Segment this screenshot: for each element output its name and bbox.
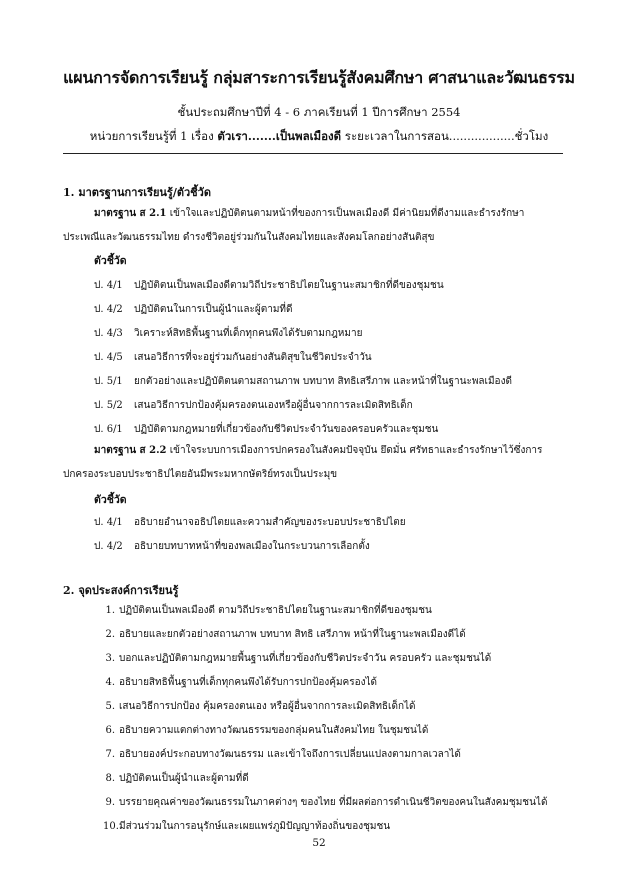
objective-text: มีส่วนร่วมในการอนุรักษ์และเผยแพร่ภูมิปัญญาท้องถิ่นของชุมชน	[119, 821, 391, 832]
page-number: 52	[312, 837, 326, 849]
section1-heading: 1. มาตรฐานการเรียนรู้/ตัวชี้วัด	[63, 186, 211, 199]
objective-number: 2.	[105, 629, 115, 640]
indicator-code: ป. 5/2	[94, 400, 123, 411]
indicator-text: เสนอวิธีการปกป้องคุ้มครองตนเองหรือผู้อื่นจากการละเมิดสิทธิเด็ก	[134, 400, 413, 411]
objective-number: 4.	[105, 677, 115, 688]
objective-number: 10.	[103, 821, 119, 832]
indicator-code: ป. 4/1	[94, 280, 123, 291]
indicator-item	[94, 422, 438, 437]
indicator-code: ป. 4/1	[94, 517, 123, 528]
objective-number: 6.	[105, 725, 115, 736]
indicator-label: ตัวชี้วัด	[94, 255, 127, 267]
standard-2-2-text1: เข้าใจระบบการเมืองการปกครองในสังคมปัจจุบัน ยึดมั่น ศรัทธาและธำรงรักษาไว้ซึ่งการ	[166, 445, 543, 456]
objective-number: 1.	[105, 605, 115, 616]
objective-text: ปฏิบัติตนเป็นผู้นำและผู้ตามที่ดี	[119, 773, 249, 784]
standard-2-1-line2: ประเพณีและวัฒนธรรมไทย ดำรงชีวิตอยู่ร่วมกันในสังคมไทยและสังคมโลกอย่างสันติสุข	[63, 232, 435, 243]
standard-2-1-text1: เข้าใจและปฏิบัติตนตามหน้าที่ของการเป็นพลเมืองดี มีค่านิยมที่ดีงามและธำรงรักษา	[166, 208, 525, 219]
objective-text: ปฏิบัติตนเป็นพลเมืองดี ตามวิถีประชาธิปไตยในฐานะสมาชิกที่ดีของชุมชน	[119, 605, 432, 616]
objective-item	[103, 627, 466, 642]
standard-2-1	[63, 202, 524, 250]
objective-number: 7.	[105, 749, 115, 760]
indicator-item	[94, 350, 372, 365]
unit-line	[40, 128, 598, 146]
indicator-code: ป. 4/5	[94, 352, 123, 363]
indicator-code: ป. 6/1	[94, 424, 123, 435]
objective-item	[103, 795, 547, 810]
standard-2-2-line2: ปกครองระบอบประชาธิปไตยอันมีพระมหากษัตริย์ทรงเป็นประมุข	[63, 469, 338, 480]
objective-item	[103, 723, 428, 738]
indicator-text: อธิบายบทบาทหน้าที่ของพลเมืองในกระบวนการเลือกตั้ง	[134, 541, 370, 552]
objective-text: อธิบายและยกตัวอย่างสถานภาพ บทบาท สิทธิ เสรีภาพ หน้าที่ในฐานะพลเมืองดีได้	[119, 629, 466, 640]
objective-text: อธิบายความแตกต่างทางวัฒนธรรมของกลุ่มคนในสังคมไทย ในชุมชนได้	[119, 725, 429, 736]
document-title: แผนการจัดการเรียนรู้ กลุ่มสาระการเรียนรู้สังคมศึกษา ศาสนาและวัฒนธรรม	[63, 68, 575, 87]
objective-number: 5.	[105, 701, 115, 712]
objective-text: บรรยายคุณค่าของวัฒนธรรมในภาคต่างๆ ของไทย ที่มีผลต่อการดำเนินชีวิตของคนในสังคมชุมชนได้	[119, 797, 548, 808]
indicator-text: อธิบายอำนาจอธิปไตยและความสำคัญของระบอบประชาธิปไตย	[134, 517, 406, 528]
indicator-code: ป. 5/1	[94, 376, 123, 387]
indicator-text: เสนอวิธีการที่จะอยู่ร่วมกันอย่างสันติสุขในชีวิตประจำวัน	[134, 352, 372, 363]
unit-name: ตัวเรา.......เป็นพลเมืองดี	[217, 129, 342, 143]
objective-item	[103, 771, 249, 786]
indicator-text: ยกตัวอย่างและปฏิบัติตนตามสถานภาพ บทบาท สิทธิเสรีภาพ และหน้าที่ในฐานะพลเมืองดี	[134, 376, 512, 387]
objective-item	[103, 747, 461, 762]
header-divider	[63, 153, 563, 154]
objective-item	[103, 699, 416, 714]
indicator-item	[94, 326, 362, 341]
indicator-label: ตัวชี้วัด	[94, 494, 127, 506]
standard-2-1-label: มาตรฐาน ส 2.1	[94, 208, 167, 219]
indicator-item	[94, 302, 293, 317]
section2-heading: 2. จุดประสงค์การเรียนรู้	[63, 584, 179, 597]
indicator-text: ปฏิบัติตนเป็นพลเมืองดีตามวิถีประชาธิปไตยในฐานะสมาชิกที่ดีของชุมชน	[134, 280, 444, 291]
unit-suffix: ระยะเวลาในการสอน..................ชั่วโมง	[341, 129, 549, 143]
objective-text: เสนอวิธีการปกป้อง คุ้มครองตนเอง หรือผู้อื่นจากการละเมิดสิทธิเด็กได้	[119, 701, 416, 712]
indicator-item	[94, 278, 444, 293]
objective-text: บอกและปฏิบัติตามกฎหมายพื้นฐานที่เกี่ยวข้องกับชีวิตประจำวัน ครอบครัว และชุมชนได้	[119, 653, 492, 664]
indicator-code: ป. 4/2	[94, 541, 123, 552]
objective-item	[103, 675, 377, 690]
objective-item	[103, 603, 432, 618]
objective-number: 9.	[105, 797, 115, 808]
indicator-item	[94, 374, 512, 389]
objective-item	[103, 651, 491, 666]
objective-text: อธิบายองค์ประกอบทางวัฒนธรรม และเข้าใจถึงการเปลี่ยนแปลงตามกาลเวลาได้	[119, 749, 461, 760]
indicator-text: ปฏิบัติตนในการเป็นผู้นำและผู้ตามที่ดี	[134, 304, 293, 315]
unit-prefix: หน่วยการเรียนรู้ที่ 1 เรื่อง	[89, 129, 218, 143]
grade-semester-line: ชั้นประถมศึกษาปีที่ 4 - 6 ภาคเรียนที่ 1 ปีการศึกษา 2554	[177, 105, 461, 119]
objective-number: 3.	[105, 653, 115, 664]
standard-2-2-label: มาตรฐาน ส 2.2	[94, 445, 167, 456]
objective-text: อธิบายสิทธิพื้นฐานที่เด็กทุกคนพึงได้รับการปกป้องคุ้มครองได้	[119, 677, 378, 688]
standard-2-1-line1	[63, 202, 524, 226]
indicator-item	[94, 398, 413, 413]
standard-2-2	[63, 439, 542, 487]
indicator-code: ป. 4/2	[94, 304, 123, 315]
indicator-item	[94, 515, 406, 530]
indicator-text: ปฏิบัติตามกฎหมายที่เกี่ยวข้องกับชีวิตประจำวันของครอบครัวและชุมชน	[134, 424, 439, 435]
indicator-code: ป. 4/3	[94, 328, 123, 339]
indicator-item	[94, 539, 370, 554]
standard-2-2-line1	[63, 439, 542, 463]
indicator-text: วิเคราะห์สิทธิพื้นฐานที่เด็กทุกคนพึงได้รับตามกฎหมาย	[134, 328, 363, 339]
objective-item	[103, 819, 390, 834]
objective-number: 8.	[105, 773, 115, 784]
